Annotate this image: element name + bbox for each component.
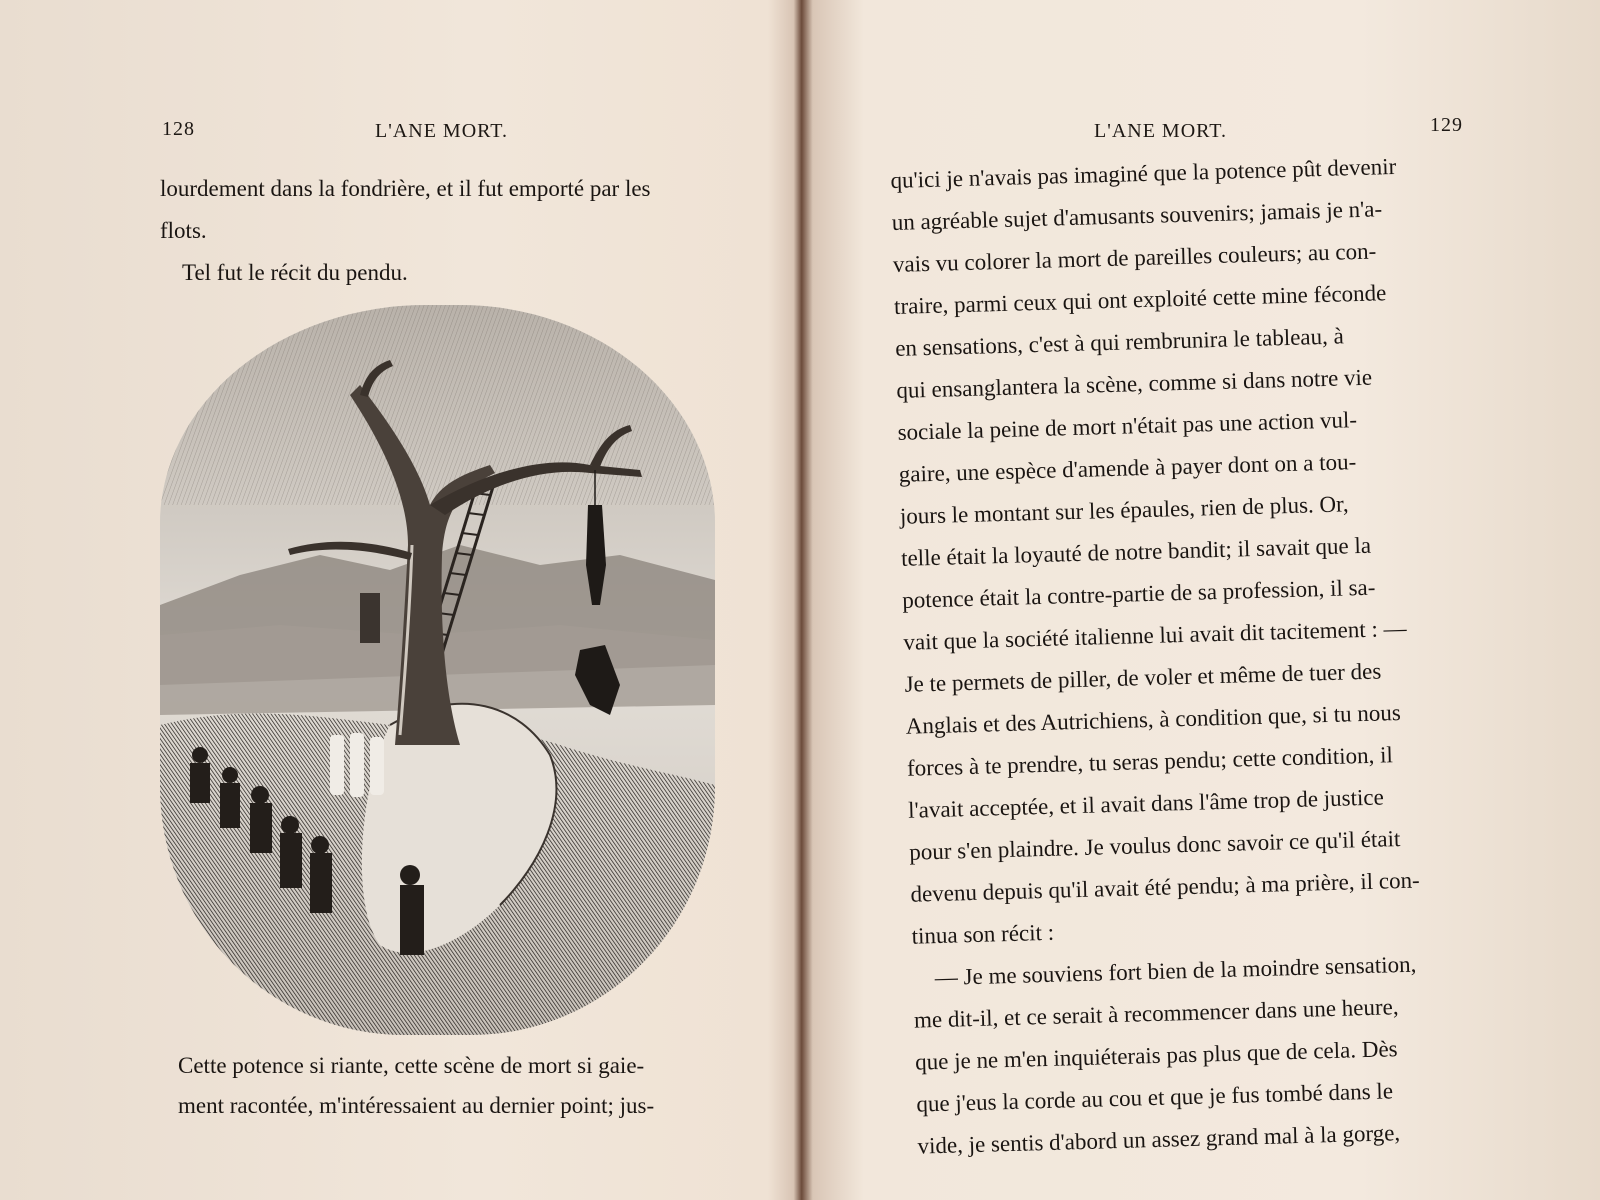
- text-line: me dit-il, et ce serait à recommencer dans une heure,: [913, 994, 1399, 1033]
- running-head: [0, 118, 800, 148]
- text-line: lourdement dans la fondrière, et il fut emporté par les: [160, 176, 651, 201]
- text-line: qui ensanglantera la scène, comme si dans notre vie: [896, 364, 1373, 403]
- text-line: l'avait acceptée, et il avait dans l'âme trop de justice: [907, 784, 1385, 823]
- text-line: un agréable sujet d'amusants souvenirs; jamais je n'a-: [891, 196, 1383, 235]
- text-line: gaire, une espèce d'amende à payer dont on a tou-: [898, 449, 1357, 487]
- text-line: en sensations, c'est à qui rembrunira le tableau, à: [894, 323, 1345, 361]
- text-line: sociale la peine de mort n'était pas une action vul-: [897, 407, 1358, 445]
- text-line: que j'eus la corde au cou et que je fus tombé dans le: [916, 1078, 1394, 1117]
- text-line: vais vu colorer la mort de pareilles couleurs; au con-: [892, 238, 1377, 277]
- text-line: ment racontée, m'intéressaient au dernier point; jus-: [178, 1093, 655, 1118]
- text-line: jours le montant sur les épaules, rien de plus. Or,: [899, 491, 1349, 529]
- text-line: pour s'en plaindre. Je voulus donc savoir ce qu'il était: [908, 826, 1401, 865]
- text-line: forces à te prendre, tu seras pendu; cette condition, il: [906, 742, 1394, 781]
- text-line: Anglais et des Autrichiens, à condition que, si tu nous: [905, 699, 1402, 739]
- running-title: L'ANE MORT.: [1094, 120, 1228, 142]
- text-line: traire, parmi ceux qui ont exploité cette mine féconde: [893, 280, 1387, 319]
- text-line: vait que la société italienne lui avait dit tacitement : —: [903, 615, 1407, 655]
- text-line: flots.: [160, 218, 207, 243]
- text-line: que je ne m'en inquiéterais pas plus que de cela. Dès: [914, 1036, 1398, 1075]
- text-line: — Je me souviens fort bien de la moindre sensation,: [934, 951, 1417, 991]
- gallows-engraving-illustration: [160, 305, 715, 1035]
- text-block: [890, 143, 1518, 1167]
- text-line: qu'ici je n'avais pas imaginé que la potence pût devenir: [890, 153, 1397, 193]
- text-line: tinua son récit :: [911, 919, 1055, 949]
- page-number: 128: [162, 118, 195, 140]
- right-page: [814, 0, 1600, 1200]
- text-line: vide, je sentis d'abord un assez grand mal à la gorge,: [917, 1120, 1401, 1159]
- text-line: devenu depuis qu'il avait été pendu; à ma prière, il con-: [910, 867, 1420, 907]
- running-title: L'ANE MORT.: [375, 120, 509, 142]
- text-line: potence était la contre-partie de sa profession, il sa-: [901, 574, 1376, 613]
- text-block-top: [160, 168, 730, 294]
- text-line: Cette potence si riante, cette scène de mort si gaie-: [178, 1053, 645, 1078]
- text-line: telle était la loyauté de notre bandit; il savait que la: [900, 532, 1372, 571]
- page-number: 129: [1430, 114, 1463, 136]
- text-block-bottom: [178, 1046, 713, 1126]
- text-line: Je te permets de piller, de voler et même de tuer des: [904, 658, 1382, 697]
- text-line: Tel fut le récit du pendu.: [182, 260, 408, 285]
